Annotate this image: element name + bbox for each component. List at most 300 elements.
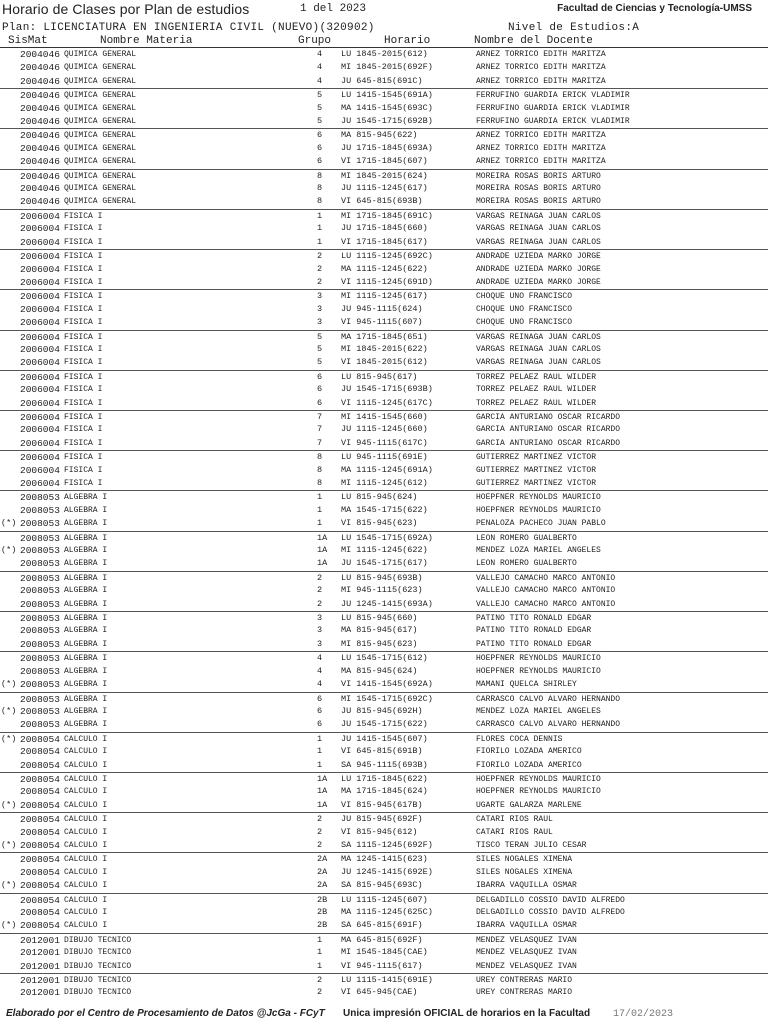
row-marker: (*) xyxy=(1,705,17,716)
row-code: 2006004 xyxy=(20,223,60,235)
row-code: 2004046 xyxy=(20,196,60,208)
row-subject: FISICA I xyxy=(64,425,103,435)
row-schedule: VI 1115-1245(617C) xyxy=(341,397,433,408)
table-row xyxy=(0,397,768,410)
table-row xyxy=(0,222,768,235)
footer-credit: Elaborado por el Centro de Procesamiento de Datos @JcGa - FCyT xyxy=(6,1008,325,1019)
row-schedule: SA 815-945(693C) xyxy=(341,880,423,891)
table-row xyxy=(0,557,768,570)
row-subject: QUIMICA GENERAL xyxy=(64,76,137,86)
row-schedule: LU 1545-1715(612) xyxy=(341,653,428,664)
row-group: 5 xyxy=(317,116,323,127)
row-group: 8 xyxy=(317,452,323,463)
row-subject: CALCULO I xyxy=(64,855,108,865)
row-teacher: CATARI RIOS RAUL xyxy=(476,827,553,837)
row-schedule: MA 1415-1545(693C) xyxy=(341,102,433,113)
row-schedule: MI 1845-2015(692F) xyxy=(341,62,433,73)
row-subject: DIBUJO TECNICO xyxy=(64,935,132,945)
row-subject: FISICA I xyxy=(64,398,103,408)
row-subject: QUIMICA GENERAL xyxy=(64,131,137,141)
row-teacher: IBARRA VAQUILLA OSMAR xyxy=(476,881,577,891)
table-row xyxy=(0,705,768,718)
row-schedule: JU 1115-1245(660) xyxy=(341,424,428,435)
column-header-horario: Horario xyxy=(384,35,431,47)
row-code: 2006004 xyxy=(20,397,60,409)
row-group: 6 xyxy=(317,693,323,704)
row-teacher: TORREZ PELAEZ RAUL WILDER xyxy=(476,385,597,395)
column-header-grupo: Grupo xyxy=(298,35,332,47)
row-teacher: GARCIA ANTURIANO OSCAR RICARDO xyxy=(476,425,621,435)
row-subject: DIBUJO TECNICO xyxy=(64,948,132,958)
row-subject: FISICA I xyxy=(64,358,103,368)
table-row xyxy=(0,624,768,637)
row-subject: ALGEBRA I xyxy=(64,626,108,636)
table-row xyxy=(0,772,768,785)
row-teacher: GUTIERREZ MARTINEZ VICTOR xyxy=(476,465,597,475)
row-group: 1 xyxy=(317,934,323,945)
row-schedule: LU 815-945(693B) xyxy=(341,572,423,583)
row-code: 2006004 xyxy=(20,384,60,396)
row-code: 2006004 xyxy=(20,411,60,423)
row-subject: QUIMICA GENERAL xyxy=(64,50,137,59)
row-code: 2006004 xyxy=(20,331,60,343)
row-group: 4 xyxy=(317,62,323,73)
table-row xyxy=(0,75,768,88)
row-teacher: ARNEZ TORRICO EDITH MARITZA xyxy=(476,76,606,86)
row-schedule: MI 1115-1245(622) xyxy=(341,545,428,556)
row-code: 2006004 xyxy=(20,263,60,275)
table-row xyxy=(0,115,768,128)
row-subject: QUIMICA GENERAL xyxy=(64,171,137,181)
page-footer xyxy=(0,1005,768,1024)
row-subject: ALGEBRA I xyxy=(64,533,108,543)
row-teacher: VARGAS REINAGA JUAN CARLOS xyxy=(476,237,601,247)
row-teacher: HOEPFNER REYNOLDS MAURICIO xyxy=(476,774,601,784)
row-schedule: MA 1545-1715(622) xyxy=(341,504,428,515)
row-schedule: JU 1715-1845(660) xyxy=(341,223,428,234)
row-code: 2008053 xyxy=(20,598,60,610)
column-header-docente: Nombre del Docente xyxy=(474,35,593,47)
row-code: 2006004 xyxy=(20,437,60,449)
table-row xyxy=(0,826,768,839)
plan-label: Plan: LICENCIATURA EN INGENIERIA CIVIL (NUEVO)(320902) xyxy=(2,22,375,34)
table-row xyxy=(0,289,768,302)
row-schedule: JU 1245-1415(692E) xyxy=(341,866,433,877)
row-code: 2004046 xyxy=(20,62,60,74)
row-schedule: LU 1115-1245(607) xyxy=(341,894,428,905)
row-code: 2012001 xyxy=(20,987,60,999)
row-code: 2004046 xyxy=(20,130,60,142)
table-row xyxy=(0,370,768,383)
table-row xyxy=(0,276,768,289)
table-row xyxy=(0,356,768,369)
row-schedule: VI 645-815(693B) xyxy=(341,196,423,207)
row-schedule: JU 1545-1715(617) xyxy=(341,558,428,569)
table-row xyxy=(0,879,768,892)
row-subject: FISICA I xyxy=(64,438,103,448)
table-row xyxy=(0,450,768,463)
row-schedule: VI 1715-1845(617) xyxy=(341,236,428,247)
table-row xyxy=(0,504,768,517)
row-group: 8 xyxy=(317,183,323,194)
row-code: 2006004 xyxy=(20,464,60,476)
row-code: 2006004 xyxy=(20,343,60,355)
row-teacher: IBARRA VAQUILLA OSMAR xyxy=(476,921,577,931)
row-subject: ALGEBRA I xyxy=(64,720,108,730)
page-title: Horario de Clases por Plan de estudios xyxy=(2,1,250,17)
table-row xyxy=(0,692,768,705)
row-schedule: MI 1845-2015(622) xyxy=(341,343,428,354)
row-teacher: MENDEZ VELASQUEZ IVAN xyxy=(476,961,577,971)
row-schedule: VI 645-945(CAE) xyxy=(341,987,418,998)
row-schedule: VI 815-945(612) xyxy=(341,826,418,837)
table-row xyxy=(0,799,768,812)
row-group: 1A xyxy=(317,786,328,797)
page-number: 1 del 2023 xyxy=(300,3,367,15)
row-code: 2008054 xyxy=(20,773,60,785)
row-subject: ALGEBRA I xyxy=(64,654,108,664)
row-schedule: JU 945-1115(624) xyxy=(341,303,423,314)
row-subject: QUIMICA GENERAL xyxy=(64,197,137,207)
row-group: 4 xyxy=(317,665,323,676)
row-schedule: VI 1845-2015(612) xyxy=(341,357,428,368)
row-group: 2 xyxy=(317,598,323,609)
level-label: Nivel de Estudios:A xyxy=(508,22,640,34)
row-group: 1A xyxy=(317,532,328,543)
row-code: 2008054 xyxy=(20,920,60,932)
table-row xyxy=(0,919,768,932)
row-group: 1 xyxy=(317,504,323,515)
row-group: 8 xyxy=(317,170,323,181)
table-row xyxy=(0,759,768,772)
row-schedule: LU 1415-1545(691A) xyxy=(341,90,433,101)
row-teacher: MAMANI QUELCA SHIRLEY xyxy=(476,680,577,690)
row-subject: QUIMICA GENERAL xyxy=(64,103,137,113)
row-code: 2008054 xyxy=(20,814,60,826)
row-group: 2 xyxy=(317,572,323,583)
row-subject: ALGEBRA I xyxy=(64,680,108,690)
row-group: 6 xyxy=(317,130,323,141)
table-row xyxy=(0,48,768,61)
table-row xyxy=(0,330,768,343)
row-group: 5 xyxy=(317,343,323,354)
table-row xyxy=(0,598,768,611)
row-code: 2012001 xyxy=(20,934,60,946)
row-schedule: JU 1415-1545(607) xyxy=(341,733,428,744)
row-marker: (*) xyxy=(1,518,17,529)
row-subject: FISICA I xyxy=(64,479,103,488)
row-code: 2008054 xyxy=(20,746,60,758)
row-group: 1A xyxy=(317,558,328,569)
row-teacher: VARGAS REINAGA JUAN CARLOS xyxy=(476,344,601,354)
row-code: 2008053 xyxy=(20,638,60,650)
row-group: 3 xyxy=(317,317,323,328)
row-teacher: GUTIERREZ MARTINEZ VICTOR xyxy=(476,479,597,488)
row-teacher: CARRASCO CALVO ALVARO HERNANDO xyxy=(476,720,621,730)
table-row xyxy=(0,665,768,678)
table-row xyxy=(0,61,768,74)
row-subject: QUIMICA GENERAL xyxy=(64,184,137,194)
table-row xyxy=(0,732,768,745)
row-group: 2 xyxy=(317,987,323,998)
row-teacher: VARGAS REINAGA JUAN CARLOS xyxy=(476,332,601,342)
row-group: 2 xyxy=(317,826,323,837)
row-code: 2006004 xyxy=(20,276,60,288)
row-teacher: MENDEZ LOZA MARIEL ANGELES xyxy=(476,706,601,716)
row-teacher: VARGAS REINAGA JUAN CARLOS xyxy=(476,358,601,368)
row-marker: (*) xyxy=(1,733,17,744)
row-subject: FISICA I xyxy=(64,318,103,328)
row-code: 2008054 xyxy=(20,799,60,811)
row-group: 3 xyxy=(317,303,323,314)
row-code: 2012001 xyxy=(20,960,60,972)
row-teacher: CARRASCO CALVO ALVARO HERNANDO xyxy=(476,694,621,704)
row-schedule: MA 1245-1415(623) xyxy=(341,854,428,865)
row-subject: FISICA I xyxy=(64,252,103,262)
row-code: 2004046 xyxy=(20,156,60,168)
table-row xyxy=(0,933,768,946)
row-teacher: MOREIRA ROSAS BORIS ARTURO xyxy=(476,171,601,181)
row-code: 2008053 xyxy=(20,585,60,597)
row-schedule: MA 645-815(692F) xyxy=(341,934,423,945)
row-teacher: PATINO TITO RONALD EDGAR xyxy=(476,639,592,649)
row-schedule: JU 645-815(691C) xyxy=(341,75,423,86)
table-row xyxy=(0,960,768,973)
row-schedule: JU 1545-1715(622) xyxy=(341,719,428,730)
row-group: 1A xyxy=(317,799,328,810)
row-subject: FISICA I xyxy=(64,344,103,354)
row-group: 4 xyxy=(317,75,323,86)
row-code: 2008053 xyxy=(20,518,60,530)
row-group: 3 xyxy=(317,613,323,624)
row-subject: ALGEBRA I xyxy=(64,694,108,704)
table-row xyxy=(0,155,768,168)
row-teacher: VALLEJO CAMACHO MARCO ANTONIO xyxy=(476,586,616,596)
row-teacher: TORREZ PELAEZ RAUL WILDER xyxy=(476,398,597,408)
row-schedule: JU 1545-1715(693B) xyxy=(341,384,433,395)
row-teacher: FLORES COCA DENNIS xyxy=(476,734,563,744)
row-subject: CALCULO I xyxy=(64,787,108,797)
row-group: 8 xyxy=(317,196,323,207)
row-subject: CALCULO I xyxy=(64,908,108,917)
row-schedule: SA 645-815(691F) xyxy=(341,920,423,931)
table-row xyxy=(0,946,768,959)
row-code: 2006004 xyxy=(20,210,60,222)
table-row xyxy=(0,651,768,664)
row-schedule: LU 1845-2015(612) xyxy=(341,49,428,59)
row-teacher: ANDRADE UZIEDA MARKO JORGE xyxy=(476,277,601,287)
table-row xyxy=(0,893,768,906)
row-teacher: SILES NOGALES XIMENA xyxy=(476,855,573,865)
row-code: 2004046 xyxy=(20,90,60,102)
row-subject: FISICA I xyxy=(64,372,103,382)
table-row xyxy=(0,718,768,731)
table-row xyxy=(0,142,768,155)
row-group: 6 xyxy=(317,397,323,408)
table-row xyxy=(0,812,768,825)
row-code: 2008054 xyxy=(20,866,60,878)
row-schedule: LU 815-945(624) xyxy=(341,492,418,503)
row-group: 2B xyxy=(317,894,328,905)
row-marker: (*) xyxy=(1,880,17,891)
row-schedule: MI 1545-1845(CAE) xyxy=(341,947,428,958)
row-code: 2008053 xyxy=(20,504,60,516)
row-marker: (*) xyxy=(1,679,17,690)
row-group: 1A xyxy=(317,545,328,556)
row-schedule: VI 1715-1845(607) xyxy=(341,156,428,167)
row-subject: DIBUJO TECNICO xyxy=(64,961,132,971)
row-schedule: MA 1115-1245(622) xyxy=(341,263,428,274)
row-subject: CALCULO I xyxy=(64,747,108,757)
row-schedule: MA 815-945(624) xyxy=(341,665,418,676)
table-row xyxy=(0,316,768,329)
row-schedule: MI 1715-1845(691C) xyxy=(341,210,433,221)
row-schedule: MA 1715-1845(624) xyxy=(341,786,428,797)
row-schedule: VI 945-1115(617C) xyxy=(341,437,428,448)
row-subject: ALGEBRA I xyxy=(64,706,108,716)
row-subject: QUIMICA GENERAL xyxy=(64,143,137,153)
row-teacher: MOREIRA ROSAS BORIS ARTURO xyxy=(476,184,601,194)
row-teacher: MENDEZ VELASQUEZ IVAN xyxy=(476,948,577,958)
row-group: 3 xyxy=(317,638,323,649)
row-schedule: MA 815-945(617) xyxy=(341,625,418,636)
row-subject: CALCULO I xyxy=(64,815,108,825)
row-teacher: VALLEJO CAMACHO MARCO ANTONIO xyxy=(476,573,616,583)
row-teacher: PENALOZA PACHECO JUAN PABLO xyxy=(476,519,606,529)
row-teacher: PATINO TITO RONALD EDGAR xyxy=(476,614,592,624)
row-schedule: VI 645-815(691B) xyxy=(341,746,423,757)
row-group: 4 xyxy=(317,49,323,59)
row-subject: QUIMICA GENERAL xyxy=(64,117,137,127)
row-subject: CALCULO I xyxy=(64,867,108,877)
table-row xyxy=(0,182,768,195)
row-teacher: PATINO TITO RONALD EDGAR xyxy=(476,626,592,636)
row-schedule: MI 1845-2015(624) xyxy=(341,170,428,181)
table-row xyxy=(0,209,768,222)
table-row xyxy=(0,531,768,544)
row-group: 2 xyxy=(317,585,323,596)
row-teacher: SILES NOGALES XIMENA xyxy=(476,867,573,877)
row-group: 7 xyxy=(317,411,323,422)
row-subject: CALCULO I xyxy=(64,734,108,744)
row-group: 2A xyxy=(317,854,328,865)
row-teacher: CHOQUE UNO FRANCISCO xyxy=(476,318,573,328)
row-group: 1A xyxy=(317,773,328,784)
row-marker: (*) xyxy=(1,545,17,556)
row-teacher: GUTIERREZ MARTINEZ VICTOR xyxy=(476,453,597,463)
row-group: 5 xyxy=(317,331,323,342)
row-group: 7 xyxy=(317,424,323,435)
row-group: 1 xyxy=(317,492,323,503)
row-teacher: VARGAS REINAGA JUAN CARLOS xyxy=(476,211,601,221)
row-teacher: TISCO TERAN JULIO CESAR xyxy=(476,840,587,850)
row-teacher: ARNEZ TORRICO EDITH MARITZA xyxy=(476,50,606,59)
row-teacher: MOREIRA ROSAS BORIS ARTURO xyxy=(476,197,601,207)
row-teacher: HOEPFNER REYNOLDS MAURICIO xyxy=(476,505,601,515)
row-group: 6 xyxy=(317,705,323,716)
row-schedule: MA 1715-1845(651) xyxy=(341,331,428,342)
row-code: 2006004 xyxy=(20,291,60,303)
row-teacher: GARCIA ANTURIANO OSCAR RICARDO xyxy=(476,438,621,448)
row-schedule: LU 815-945(660) xyxy=(341,613,418,624)
row-code: 2006004 xyxy=(20,236,60,248)
table-row xyxy=(0,477,768,490)
row-group: 6 xyxy=(317,156,323,167)
row-teacher: UREY CONTRERAS MARIO xyxy=(476,976,573,986)
row-schedule: MI 945-1115(623) xyxy=(341,585,423,596)
row-code: 2008054 xyxy=(20,907,60,918)
table-row xyxy=(0,343,768,356)
row-schedule: SA 1115-1245(692F) xyxy=(341,839,433,850)
row-group: 6 xyxy=(317,371,323,382)
row-schedule: MI 1115-1245(612) xyxy=(341,478,428,488)
row-teacher: CATARI RIOS RAUL xyxy=(476,815,553,825)
row-subject: FISICA I xyxy=(64,237,103,247)
row-subject: ALGEBRA I xyxy=(64,559,108,569)
row-teacher: ANDRADE UZIEDA MARKO JORGE xyxy=(476,264,601,274)
row-subject: CALCULO I xyxy=(64,881,108,891)
table-row xyxy=(0,249,768,262)
row-code: 2008054 xyxy=(20,880,60,892)
table-row xyxy=(0,128,768,141)
row-group: 6 xyxy=(317,719,323,730)
table-row xyxy=(0,973,768,986)
row-group: 2B xyxy=(317,920,328,931)
table-row xyxy=(0,437,768,450)
row-marker: (*) xyxy=(1,799,17,810)
table-row xyxy=(0,88,768,101)
row-group: 1 xyxy=(317,236,323,247)
row-subject: FISICA I xyxy=(64,385,103,395)
row-code: 2004046 xyxy=(20,102,60,114)
row-subject: FISICA I xyxy=(64,453,103,463)
table-row xyxy=(0,236,768,249)
row-group: 2 xyxy=(317,276,323,287)
row-code: 2008054 xyxy=(20,733,60,745)
row-teacher: TORREZ PELAEZ RAUL WILDER xyxy=(476,372,597,382)
row-subject: QUIMICA GENERAL xyxy=(64,63,137,73)
row-teacher: CHOQUE UNO FRANCISCO xyxy=(476,292,573,302)
table-row xyxy=(0,410,768,423)
row-code: 2008054 xyxy=(20,759,60,771)
row-group: 2A xyxy=(317,880,328,891)
row-group: 5 xyxy=(317,90,323,101)
row-teacher: FIORILO LOZADA AMERICO xyxy=(476,760,582,770)
row-subject: ALGEBRA I xyxy=(64,666,108,676)
row-code: 2006004 xyxy=(20,478,60,489)
row-group: 1 xyxy=(317,759,323,770)
row-group: 8 xyxy=(317,478,323,488)
row-schedule: JU 1715-1845(693A) xyxy=(341,142,433,153)
row-schedule: VI 1415-1545(692A) xyxy=(341,679,433,690)
row-group: 1 xyxy=(317,960,323,971)
row-code: 2006004 xyxy=(20,357,60,369)
row-teacher: DELGADILLO COSSIO DAVID ALFREDO xyxy=(476,895,625,905)
row-group: 3 xyxy=(317,291,323,302)
footer-date: 17/02/2023 xyxy=(613,1009,674,1020)
row-schedule: MI 1115-1245(617) xyxy=(341,291,428,302)
row-subject: CALCULO I xyxy=(64,800,108,810)
row-code: 2006004 xyxy=(20,452,60,464)
row-schedule: VI 815-945(623) xyxy=(341,518,418,529)
table-row xyxy=(0,195,768,208)
table-row xyxy=(0,745,768,758)
row-teacher: LEON ROMERO GUALBERTO xyxy=(476,559,577,569)
row-marker: (*) xyxy=(1,839,17,850)
row-code: 2006004 xyxy=(20,303,60,315)
row-teacher: FIORILO LOZADA AMERICO xyxy=(476,747,582,757)
column-header-materia: Nombre Materia xyxy=(100,35,193,47)
